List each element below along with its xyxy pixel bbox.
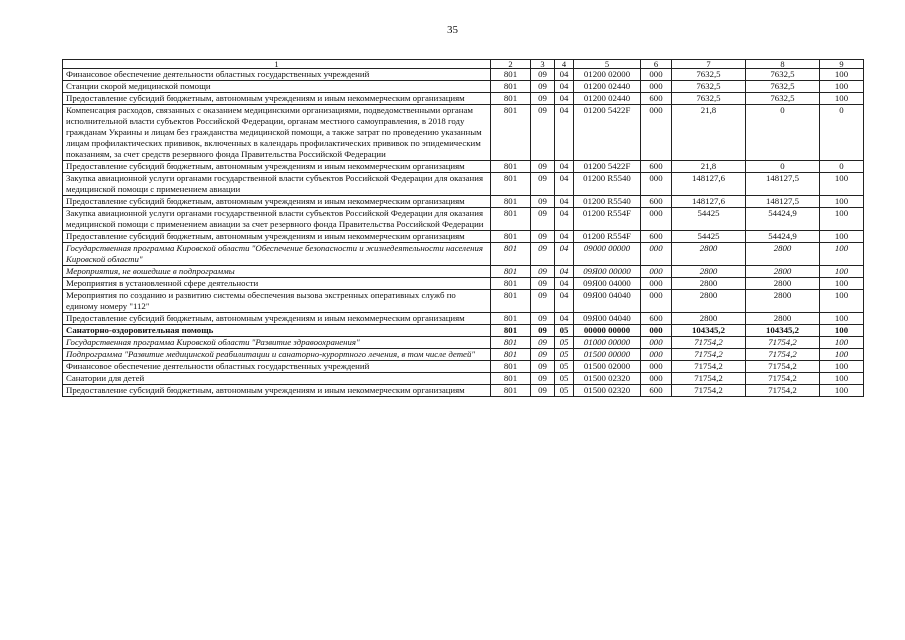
executed-amount: 2800	[746, 266, 820, 278]
row-description: Закупка авиационной услуги органами государственной власти субъектов Российской Федерации для оказания медицинской помощи с применением авиации за счет резервного фонда Правительства Российской Федерации	[63, 208, 491, 231]
column-number: 5	[574, 60, 641, 69]
executed-amount: 148127,5	[746, 173, 820, 196]
executed-amount: 7632,5	[746, 69, 820, 81]
row-description: Станции скорой медицинской помощи	[63, 81, 491, 93]
department-code: 801	[491, 243, 531, 266]
department-code: 801	[491, 361, 531, 373]
subsection-code: 04	[555, 243, 574, 266]
table-row	[63, 231, 864, 243]
page-number: 35	[447, 24, 458, 36]
section-code: 09	[531, 373, 555, 385]
execution-percent: 100	[820, 349, 864, 361]
table-row	[63, 325, 864, 337]
section-code: 09	[531, 290, 555, 313]
executed-amount: 71754,2	[746, 373, 820, 385]
column-number: 4	[555, 60, 574, 69]
target-article-code: 01200 02000	[574, 69, 641, 81]
table-row	[63, 196, 864, 208]
expense-type-code: 600	[641, 161, 672, 173]
row-description: Мероприятия по созданию и развитию системы обеспечения вызова экстренных оперативных служб по единому номеру "112"	[63, 290, 491, 313]
executed-amount: 2800	[746, 243, 820, 266]
execution-percent: 100	[820, 325, 864, 337]
expense-type-code: 000	[641, 69, 672, 81]
planned-amount: 2800	[672, 290, 746, 313]
row-description: Подпрограмма "Развитие медицинской реабилитации и санаторно-курортного лечения, в том числе детей"	[63, 349, 491, 361]
department-code: 801	[491, 161, 531, 173]
execution-percent: 100	[820, 361, 864, 373]
expense-type-code: 000	[641, 208, 672, 231]
department-code: 801	[491, 196, 531, 208]
target-article-code: 09Я00 04040	[574, 313, 641, 325]
department-code: 801	[491, 208, 531, 231]
planned-amount: 7632,5	[672, 93, 746, 105]
execution-percent: 100	[820, 69, 864, 81]
subsection-code: 04	[555, 278, 574, 290]
planned-amount: 7632,5	[672, 81, 746, 93]
section-code: 09	[531, 231, 555, 243]
execution-percent: 100	[820, 278, 864, 290]
department-code: 801	[491, 81, 531, 93]
target-article-code: 01500 02000	[574, 361, 641, 373]
section-code: 09	[531, 349, 555, 361]
row-description: Санаторно-оздоровительная помощь	[63, 325, 491, 337]
subsection-code: 05	[555, 373, 574, 385]
row-description: Предоставление субсидий бюджетным, автономным учреждениям и иным некоммерческим организациям	[63, 385, 491, 397]
department-code: 801	[491, 93, 531, 105]
department-code: 801	[491, 373, 531, 385]
executed-amount: 2800	[746, 290, 820, 313]
department-code: 801	[491, 385, 531, 397]
subsection-code: 05	[555, 325, 574, 337]
expense-type-code: 600	[641, 93, 672, 105]
department-code: 801	[491, 337, 531, 349]
target-article-code: 01200 R5540	[574, 173, 641, 196]
expense-type-code: 600	[641, 313, 672, 325]
executed-amount: 104345,2	[746, 325, 820, 337]
executed-amount: 7632,5	[746, 81, 820, 93]
section-code: 09	[531, 325, 555, 337]
execution-percent: 100	[820, 385, 864, 397]
department-code: 801	[491, 231, 531, 243]
execution-percent: 0	[820, 105, 864, 161]
planned-amount: 71754,2	[672, 349, 746, 361]
table-row	[63, 290, 864, 313]
planned-amount: 21,8	[672, 105, 746, 161]
row-description: Предоставление субсидий бюджетным, автономным учреждениям и иным некоммерческим организациям	[63, 231, 491, 243]
subsection-code: 04	[555, 105, 574, 161]
section-code: 09	[531, 196, 555, 208]
column-number: 2	[491, 60, 531, 69]
department-code: 801	[491, 69, 531, 81]
planned-amount: 148127,6	[672, 173, 746, 196]
expense-type-code: 000	[641, 81, 672, 93]
execution-percent: 100	[820, 196, 864, 208]
target-article-code: 09Я00 04040	[574, 290, 641, 313]
section-code: 09	[531, 385, 555, 397]
row-description: Предоставление субсидий бюджетным, автономным учреждениям и иным некоммерческим организациям	[63, 196, 491, 208]
target-article-code: 01200 R554F	[574, 208, 641, 231]
executed-amount: 0	[746, 161, 820, 173]
execution-percent: 100	[820, 93, 864, 105]
section-code: 09	[531, 243, 555, 266]
target-article-code: 01500 02320	[574, 373, 641, 385]
table-row	[63, 337, 864, 349]
planned-amount: 2800	[672, 278, 746, 290]
execution-percent: 100	[820, 243, 864, 266]
planned-amount: 71754,2	[672, 361, 746, 373]
row-description: Государственная программа Кировской области "Развитие здравоохранения"	[63, 337, 491, 349]
section-code: 09	[531, 105, 555, 161]
expense-type-code: 000	[641, 105, 672, 161]
target-article-code: 09Я00 00000	[574, 266, 641, 278]
expense-type-code: 000	[641, 278, 672, 290]
execution-percent: 100	[820, 313, 864, 325]
table-row	[63, 266, 864, 278]
subsection-code: 05	[555, 349, 574, 361]
section-code: 09	[531, 161, 555, 173]
planned-amount: 54425	[672, 208, 746, 231]
section-code: 09	[531, 81, 555, 93]
target-article-code: 01200 02440	[574, 93, 641, 105]
subsection-code: 05	[555, 361, 574, 373]
department-code: 801	[491, 173, 531, 196]
executed-amount: 148127,5	[746, 196, 820, 208]
subsection-code: 04	[555, 266, 574, 278]
subsection-code: 05	[555, 337, 574, 349]
table-row	[63, 81, 864, 93]
department-code: 801	[491, 349, 531, 361]
subsection-code: 05	[555, 385, 574, 397]
planned-amount: 2800	[672, 266, 746, 278]
table-row	[63, 69, 864, 81]
table-row	[63, 243, 864, 266]
column-number-row	[63, 60, 864, 69]
section-code: 09	[531, 173, 555, 196]
table-row	[63, 373, 864, 385]
section-code: 09	[531, 337, 555, 349]
department-code: 801	[491, 290, 531, 313]
table-row	[63, 278, 864, 290]
execution-percent: 100	[820, 373, 864, 385]
executed-amount: 54424,9	[746, 208, 820, 231]
department-code: 801	[491, 278, 531, 290]
subsection-code: 04	[555, 196, 574, 208]
subsection-code: 04	[555, 208, 574, 231]
table-row	[63, 161, 864, 173]
column-number: 3	[531, 60, 555, 69]
row-description: Мероприятия, не вошедшие в подпрограммы	[63, 266, 491, 278]
table-row	[63, 93, 864, 105]
subsection-code: 04	[555, 313, 574, 325]
section-code: 09	[531, 278, 555, 290]
row-description: Государственная программа Кировской области "Обеспечение безопасности и жизнедеятельности населения Кировской области"	[63, 243, 491, 266]
row-description: Финансовое обеспечение деятельности областных государственных учреждений	[63, 361, 491, 373]
subsection-code: 04	[555, 290, 574, 313]
execution-percent: 100	[820, 266, 864, 278]
execution-percent: 100	[820, 337, 864, 349]
planned-amount: 148127,6	[672, 196, 746, 208]
planned-amount: 54425	[672, 231, 746, 243]
row-description: Финансовое обеспечение деятельности областных государственных учреждений	[63, 69, 491, 81]
planned-amount: 71754,2	[672, 385, 746, 397]
expense-type-code: 000	[641, 290, 672, 313]
subsection-code: 04	[555, 81, 574, 93]
target-article-code: 01500 00000	[574, 349, 641, 361]
budget-table	[62, 59, 864, 397]
expense-type-code: 600	[641, 231, 672, 243]
target-article-code: 01200 R5540	[574, 196, 641, 208]
planned-amount: 21,8	[672, 161, 746, 173]
execution-percent: 100	[820, 208, 864, 231]
section-code: 09	[531, 313, 555, 325]
expense-type-code: 000	[641, 349, 672, 361]
section-code: 09	[531, 266, 555, 278]
row-description: Мероприятия в установленной сфере деятельности	[63, 278, 491, 290]
table-row	[63, 349, 864, 361]
execution-percent: 100	[820, 290, 864, 313]
executed-amount: 71754,2	[746, 361, 820, 373]
planned-amount: 2800	[672, 243, 746, 266]
executed-amount: 7632,5	[746, 93, 820, 105]
target-article-code: 01200 5422F	[574, 105, 641, 161]
row-description: Санатории для детей	[63, 373, 491, 385]
table-row	[63, 313, 864, 325]
executed-amount: 2800	[746, 278, 820, 290]
expense-type-code: 000	[641, 325, 672, 337]
subsection-code: 04	[555, 161, 574, 173]
column-number: 1	[63, 60, 491, 69]
subsection-code: 04	[555, 69, 574, 81]
expense-type-code: 000	[641, 337, 672, 349]
expense-type-code: 600	[641, 196, 672, 208]
executed-amount: 71754,2	[746, 385, 820, 397]
expense-type-code: 000	[641, 373, 672, 385]
subsection-code: 04	[555, 231, 574, 243]
subsection-code: 04	[555, 173, 574, 196]
section-code: 09	[531, 69, 555, 81]
row-description: Предоставление субсидий бюджетным, автономным учреждениям и иным некоммерческим организациям	[63, 313, 491, 325]
section-code: 09	[531, 361, 555, 373]
expense-type-code: 000	[641, 173, 672, 196]
column-number: 6	[641, 60, 672, 69]
target-article-code: 00000 00000	[574, 325, 641, 337]
department-code: 801	[491, 325, 531, 337]
execution-percent: 100	[820, 81, 864, 93]
target-article-code: 09000 00000	[574, 243, 641, 266]
executed-amount: 54424,9	[746, 231, 820, 243]
subsection-code: 04	[555, 93, 574, 105]
execution-percent: 100	[820, 231, 864, 243]
row-description: Предоставление субсидий бюджетным, автономным учреждениям и иным некоммерческим организациям	[63, 93, 491, 105]
column-number: 7	[672, 60, 746, 69]
execution-percent: 0	[820, 161, 864, 173]
executed-amount: 0	[746, 105, 820, 161]
department-code: 801	[491, 313, 531, 325]
target-article-code: 09Я00 04000	[574, 278, 641, 290]
expense-type-code: 000	[641, 266, 672, 278]
expense-type-code: 000	[641, 361, 672, 373]
target-article-code: 01500 02320	[574, 385, 641, 397]
executed-amount: 2800	[746, 313, 820, 325]
section-code: 09	[531, 93, 555, 105]
budget-table-body	[63, 60, 864, 397]
department-code: 801	[491, 105, 531, 161]
expense-type-code: 600	[641, 385, 672, 397]
section-code: 09	[531, 208, 555, 231]
column-number: 9	[820, 60, 864, 69]
executed-amount: 71754,2	[746, 349, 820, 361]
row-description: Предоставление субсидий бюджетным, автономным учреждениям и иным некоммерческим организациям	[63, 161, 491, 173]
target-article-code: 01200 02440	[574, 81, 641, 93]
table-row	[63, 173, 864, 196]
department-code: 801	[491, 266, 531, 278]
row-description: Компенсация расходов, связанных с оказанием медицинскими организациями, подведомственными органам исполнительной власти субъектов Российской Федерации, органам местного самоуправления, в 2018 году гражданам Украины и лицам без гражданства медицинской помощи, а также затрат по проведению указанным лицам профилактических прививок, включенных в календарь профилактических прививок по эпидемическим показаниям, за счет средств резервного фонда Правительства Российской Федерации	[63, 105, 491, 161]
expense-type-code: 000	[641, 243, 672, 266]
planned-amount: 104345,2	[672, 325, 746, 337]
planned-amount: 2800	[672, 313, 746, 325]
planned-amount: 71754,2	[672, 373, 746, 385]
executed-amount: 71754,2	[746, 337, 820, 349]
planned-amount: 7632,5	[672, 69, 746, 81]
target-article-code: 01000 00000	[574, 337, 641, 349]
table-row	[63, 385, 864, 397]
planned-amount: 71754,2	[672, 337, 746, 349]
table-row	[63, 105, 864, 161]
row-description: Закупка авиационной услуги органами государственной власти субъектов Российской Федерации для оказания медицинской помощи с применением авиации	[63, 173, 491, 196]
execution-percent: 100	[820, 173, 864, 196]
column-number: 8	[746, 60, 820, 69]
table-row	[63, 208, 864, 231]
target-article-code: 01200 R554F	[574, 231, 641, 243]
target-article-code: 01200 5422F	[574, 161, 641, 173]
table-row	[63, 361, 864, 373]
